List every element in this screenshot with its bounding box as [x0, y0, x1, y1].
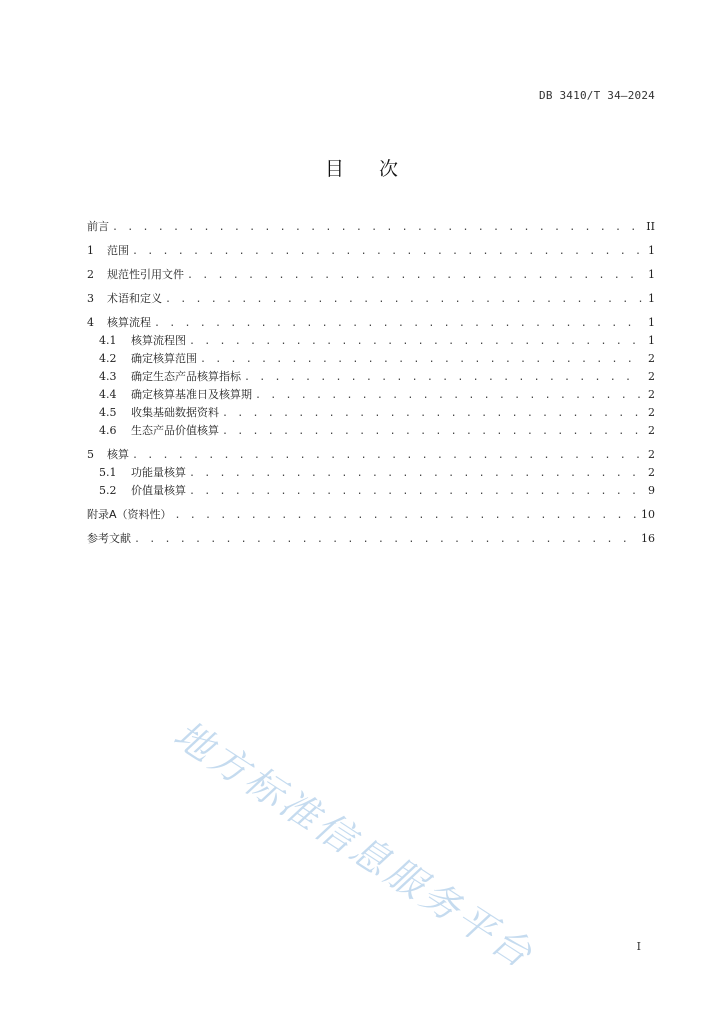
toc-entry[interactable] [87, 422, 655, 440]
toc-entry-number: 1 [87, 244, 94, 257]
page-title [0, 154, 724, 181]
watermark: 地方标准信息服务平台 [166, 711, 543, 978]
dot-leader [134, 534, 638, 545]
toc-entry-number: 4.6 [99, 424, 117, 437]
toc-entry-label: 规范性引用文件 [107, 268, 184, 281]
dot-leader [244, 372, 642, 383]
toc-entry-number: 5 [87, 448, 94, 461]
toc-entry[interactable] [87, 218, 655, 236]
title-char-2: 次 [379, 158, 400, 180]
toc-entry-number: 4.3 [99, 370, 117, 383]
toc-entry[interactable] [87, 350, 655, 368]
toc-entry[interactable] [87, 482, 655, 500]
toc-entry[interactable] [87, 530, 655, 548]
toc-entry-page: 16 [641, 532, 655, 545]
dot-leader [222, 426, 642, 437]
toc-entry-label: 确定核算范围 [131, 352, 197, 365]
title-char-1: 目 [324, 158, 345, 180]
toc-entry[interactable] [87, 314, 655, 332]
dot-leader [189, 336, 642, 347]
toc-entry-label: 确定生态产品核算指标 [131, 370, 241, 383]
dot-leader [132, 246, 642, 257]
toc-entry-number: 4 [87, 316, 94, 329]
toc-entry[interactable] [87, 368, 655, 386]
dot-leader [200, 354, 642, 365]
dot-leader [222, 408, 642, 419]
toc-entry[interactable] [87, 404, 655, 422]
toc-entry-label: 附录A（资料性） [87, 508, 172, 521]
toc-entry[interactable] [87, 464, 655, 482]
toc-entry-page: 1 [648, 316, 655, 329]
toc-entry[interactable] [87, 332, 655, 350]
toc-entry-number: 4.1 [99, 334, 117, 347]
dot-leader [132, 450, 642, 461]
toc-entry-number: 3 [87, 292, 94, 305]
toc-entry-page: 2 [648, 352, 655, 365]
toc-entry-number: 5.1 [99, 466, 117, 479]
toc-entry-label: 核算 [107, 448, 129, 461]
toc-entry-page: 2 [648, 406, 655, 419]
dot-leader [175, 510, 638, 521]
toc-entry-page: 10 [641, 508, 655, 521]
toc-entry-page: 1 [648, 268, 655, 281]
toc-entry-label: 核算流程 [107, 316, 151, 329]
toc-entry[interactable] [87, 290, 655, 308]
toc-entry-label: 功能量核算 [131, 466, 186, 479]
toc-entry-page: 1 [648, 244, 655, 257]
toc-entry-page: 2 [648, 424, 655, 437]
toc-entry-number: 4.5 [99, 406, 117, 419]
toc-entry-label: 参考文献 [87, 532, 131, 545]
toc-entry-number: 2 [87, 268, 94, 281]
toc-entry-page: 2 [648, 388, 655, 401]
toc-entry-number: 5.2 [99, 484, 117, 497]
toc-entry-label: 收集基础数据资料 [131, 406, 219, 419]
toc-entry-label: 核算流程图 [131, 334, 186, 347]
dot-leader [255, 390, 642, 401]
toc-entry-label: 确定核算基准日及核算期 [131, 388, 252, 401]
page-number: I [636, 940, 641, 953]
toc-entry-page: 2 [648, 448, 655, 461]
toc-entry-label: 前言 [87, 220, 109, 233]
document-code: DB 3410/T 34—2024 [539, 89, 655, 102]
toc-entry-label: 术语和定义 [107, 292, 162, 305]
dot-leader [112, 222, 642, 233]
toc-entry-number: 4.4 [99, 388, 117, 401]
toc-entry-page: 1 [648, 292, 655, 305]
dot-leader [189, 468, 642, 479]
toc-entry-page: 2 [648, 466, 655, 479]
toc-entry[interactable] [87, 266, 655, 284]
toc-entry[interactable] [87, 446, 655, 464]
toc-entry[interactable] [87, 242, 655, 260]
toc-entry-page: 2 [648, 370, 655, 383]
toc-entry-label: 范围 [107, 244, 129, 257]
toc-entry-page: 9 [648, 484, 655, 497]
toc-entry-page: II [646, 220, 655, 233]
toc-entry[interactable] [87, 386, 655, 404]
dot-leader [189, 486, 642, 497]
toc-entry-page: 1 [648, 334, 655, 347]
toc-entry-number: 4.2 [99, 352, 117, 365]
dot-leader [154, 318, 642, 329]
toc-entry[interactable] [87, 506, 655, 524]
table-of-contents [87, 218, 655, 548]
toc-entry-label: 生态产品价值核算 [131, 424, 219, 437]
toc-entry-label: 价值量核算 [131, 484, 186, 497]
dot-leader [187, 270, 642, 281]
dot-leader [165, 294, 642, 305]
